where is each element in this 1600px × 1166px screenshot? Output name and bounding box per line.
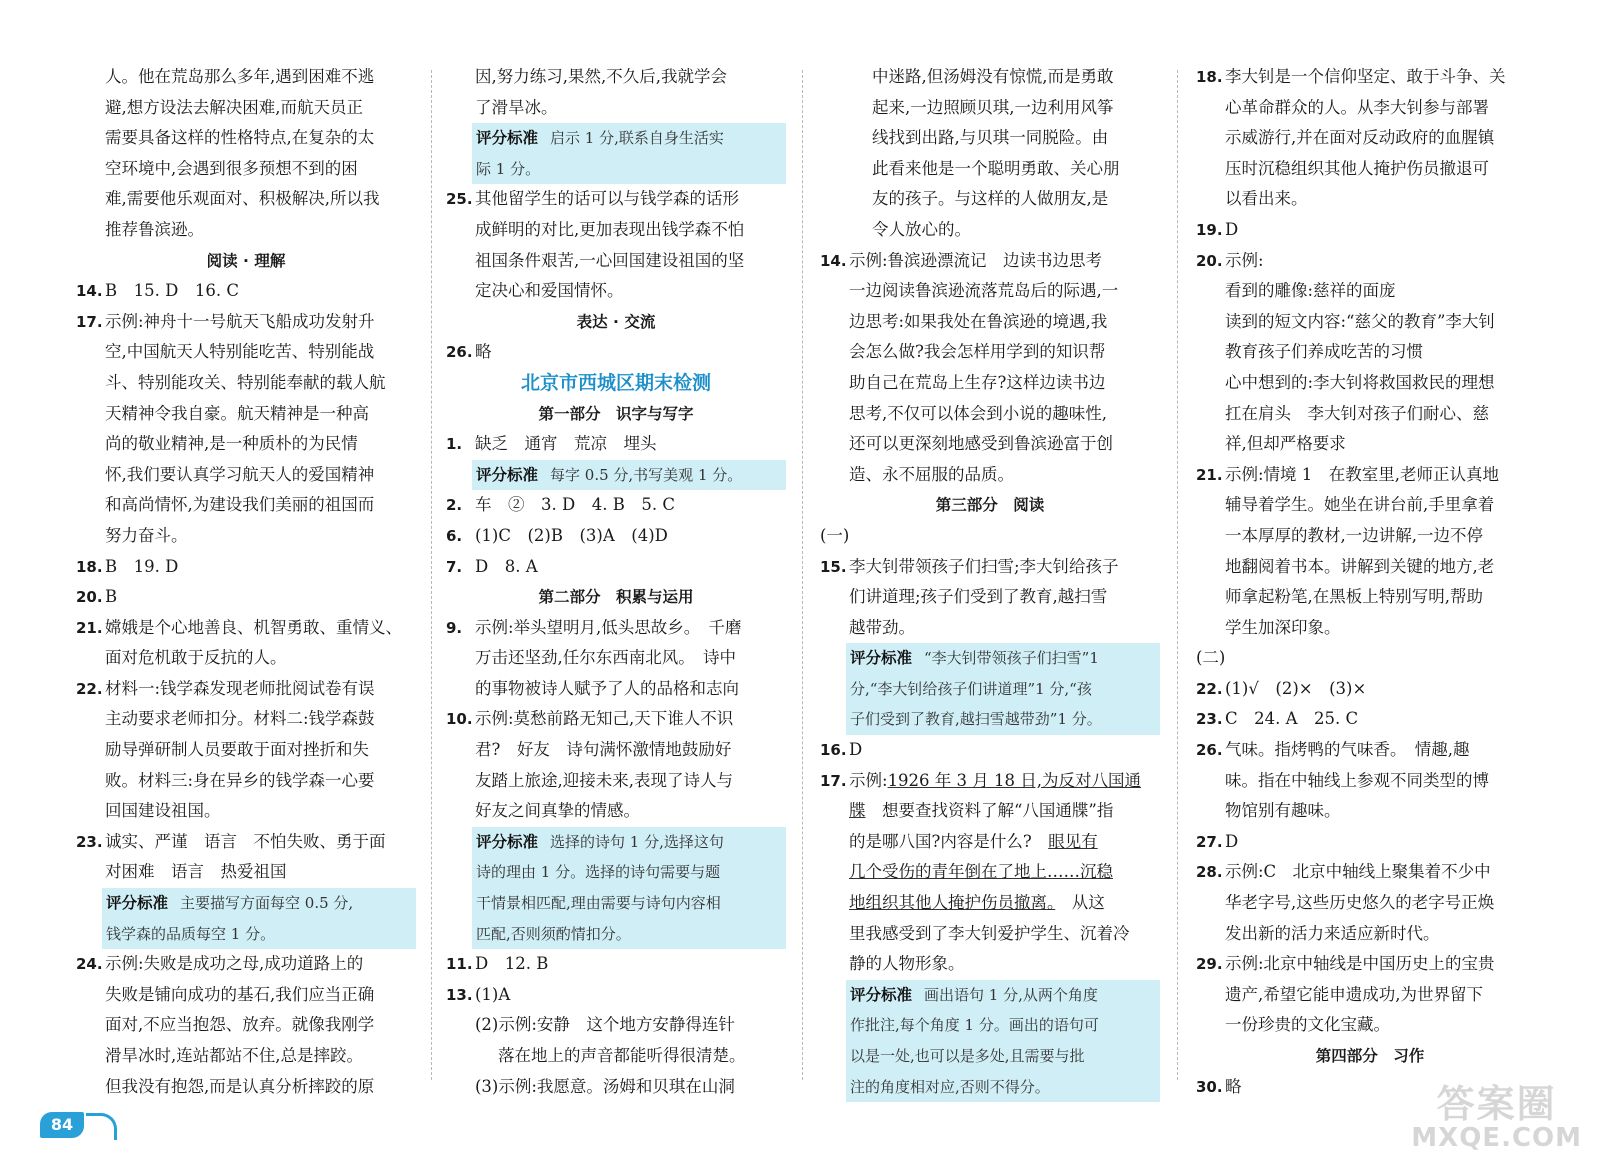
- scoring-label: 评分标准: [476, 832, 539, 851]
- question-number: 28.: [1196, 863, 1223, 882]
- text-line: 难,需要他乐观面对、积极解决,所以我: [105, 189, 380, 209]
- text-line: 和高尚情怀,为建设我们美丽的祖国而: [105, 495, 375, 515]
- answer-line: 20. 示例:: [1196, 246, 1544, 277]
- text-line: 怀,我们要认真学习航天人的爱国精神: [105, 464, 375, 484]
- text-line: 看到的雕像:慈祥的面庞: [1225, 281, 1396, 301]
- answer-line: 2. 车 ② 3. D 4. B 5. C: [446, 490, 786, 521]
- answer-line: 30. 略: [1196, 1072, 1544, 1103]
- text-line: 尚的敬业精神,是一种质朴的为民情: [105, 434, 358, 454]
- text-line: 一边阅读鲁滨逊流落荒岛后的际遇,一: [849, 281, 1119, 301]
- text-line: 好友之间真挚的情感。: [475, 801, 640, 821]
- question-number: 6.: [446, 526, 463, 545]
- question-number: 23.: [76, 832, 103, 851]
- text-line: 天精神令我自豪。航天精神是一种高: [105, 403, 369, 423]
- scoring-criteria: 诗的理由 1 分。选择的诗句需要与题: [472, 857, 786, 888]
- question-number: 14.: [76, 282, 103, 301]
- text-line: 中迷路,但汤姆没有惊慌,而是勇敢: [872, 67, 1114, 86]
- scoring-criteria: 注的角度相对应,否则不得分。: [846, 1072, 1160, 1103]
- scoring-label: 评分标准: [476, 129, 539, 148]
- question-number: 15.: [820, 557, 847, 576]
- text-line: 线找到出路,与贝琪一同脱险。由: [872, 128, 1109, 148]
- text-line: 一本厚厚的教材,一边讲解,一边不停: [1225, 525, 1483, 545]
- question-number: 11.: [446, 955, 473, 974]
- text-line: 友踏上旅途,迎接未来,表现了诗人与: [475, 770, 733, 790]
- text-line: 遗产,希望它能申遗成功,为世界留下: [1225, 984, 1483, 1004]
- answer-line: 11. D 12. B: [446, 949, 786, 980]
- scoring-criteria: 评分标准 选择的诗句 1 分,选择这句: [472, 827, 786, 858]
- text-line: 扛在肩头 李大钊对孩子们耐心、慈: [1225, 403, 1489, 423]
- text-line: 味。指在中轴线上参观不同类型的博: [1225, 770, 1489, 790]
- text-line: 万击还坚劲,任尔东西南北风。 诗中: [475, 648, 736, 668]
- question-number: 16.: [820, 741, 847, 760]
- text-line: 此看来他是一个聪明勇敢、关心朋: [872, 158, 1120, 178]
- question-number: 22.: [76, 679, 103, 698]
- section-heading: 表达 · 交流: [576, 312, 656, 331]
- text-line: 面对,不应当抱怨、放弃。就像我刚学: [105, 1015, 375, 1035]
- answer-line: 1. 缺乏 通宵 荒凉 埋头: [446, 429, 786, 460]
- question-number: 18.: [76, 557, 103, 576]
- text-line: 推荐鲁滨逊。: [105, 219, 204, 239]
- answer-line: 19. D: [1196, 215, 1544, 246]
- column-divider: [431, 70, 432, 1080]
- text-line: 空环境中,会遇到很多预想不到的困: [105, 158, 358, 178]
- text-line: 地翻阅着书本。讲解到关键的地方,老: [1225, 556, 1495, 576]
- answer-line: 6. (1)C (2)B (3)A (4)D: [446, 521, 786, 552]
- answer-line: 16. D: [820, 735, 1160, 766]
- answer-column-1: [76, 62, 416, 1102]
- answer-line: 28. 示例:C 北京中轴线上聚集着不少中: [1196, 857, 1544, 888]
- answer-line: 29. 示例:北京中轴线是中国历史上的宝贵: [1196, 949, 1544, 980]
- answer-line: 21. 示例:情境 1 在教室里,老师正认真地: [1196, 460, 1544, 491]
- text-line: 但我没有抱怨,而是认真分析摔跤的原: [105, 1076, 375, 1096]
- text-line: 一份珍贵的文化宝藏。: [1225, 1015, 1390, 1035]
- watermark-url: MXQE.COM: [1411, 1123, 1582, 1153]
- text-line: 还可以更深刻地感受到鲁滨逊富于创: [849, 434, 1113, 454]
- question-number: 23.: [1196, 710, 1223, 729]
- question-number: 22.: [1196, 679, 1223, 698]
- underlined-text: 地组织其他人掩护伤员撤离。: [849, 893, 1056, 913]
- answer-column-3: [820, 62, 1160, 1102]
- answer-line: 14. 示例:鲁滨逊漂流记 边读书边思考: [820, 246, 1160, 277]
- text-line: 造、永不屈服的品质。: [849, 464, 1014, 484]
- question-number: 24.: [76, 955, 103, 974]
- question-number: 7.: [446, 557, 463, 576]
- text-line: 示威游行,并在面对反动政府的血腥镇: [1225, 128, 1495, 148]
- question-number: 14.: [820, 251, 847, 270]
- question-number: 20.: [1196, 251, 1223, 270]
- text-line: 压时沉稳组织其他人掩护伤员撤退可: [1225, 158, 1489, 178]
- text-line: 落在地上的声音都能听得很清楚。: [498, 1046, 746, 1065]
- text-line: 越带劲。: [849, 617, 915, 637]
- text-line: 静的人物形象。: [849, 954, 965, 974]
- question-number: 18.: [1196, 68, 1223, 86]
- text-line: 师拿起粉笔,在黑板上特别写明,帮助: [1225, 587, 1483, 607]
- answer-line: 10. 示例:莫愁前路无知己,天下谁人不识: [446, 704, 786, 735]
- section-heading: 阅读 · 理解: [206, 251, 286, 270]
- text-line: 滑旱冰时,连站都站不住,总是摔跤。: [105, 1046, 363, 1065]
- text-line: 令人放心的。: [872, 219, 971, 239]
- answer-line: 24. 示例:失败是成功之母,成功道路上的: [76, 949, 416, 980]
- text-line: 辅导着学生。她坐在讲台前,手里拿着: [1225, 495, 1495, 515]
- text-line: 失败是铺向成功的基石,我们应当正确: [105, 984, 375, 1004]
- text-line: 起来,一边照顾贝琪,一边利用风筝: [872, 97, 1114, 117]
- text-line: 成鲜明的对比,更加表现出钱学森不怕: [475, 219, 745, 239]
- answer-line: 18. 李大钊是一个信仰坚定、敢于斗争、关: [1196, 62, 1544, 93]
- question-number: 26.: [446, 343, 473, 362]
- text-line: 祥,但却严格要求: [1225, 434, 1346, 454]
- answer-line: 20. B: [76, 582, 416, 613]
- page-wave-icon: [86, 1113, 117, 1140]
- scoring-criteria: 作批注,每个角度 1 分。画出的语句可: [846, 1010, 1160, 1041]
- answer-line: 7. D 8. A: [446, 552, 786, 583]
- question-number: 1.: [446, 435, 463, 454]
- question-number: 30.: [1196, 1077, 1223, 1096]
- underlined-text: 眼见有: [1048, 831, 1098, 851]
- watermark-logo: 答案圈: [1436, 1082, 1557, 1126]
- text-line: 地组织其他人掩护伤员撤离。 从这: [849, 893, 1105, 913]
- answer-line: 17. 示例:1926 年 3 月 18 日,为反对八国通: [820, 766, 1160, 797]
- question-number: 9.: [446, 618, 463, 637]
- text-line: 物馆别有趣味。: [1225, 801, 1341, 821]
- answer-line: 22. 材料一:钱学森发现老师批阅试卷有误: [76, 674, 416, 705]
- text-line: 避,想方设法去解决困难,而航天员正: [105, 97, 363, 117]
- column-divider: [802, 70, 803, 1080]
- scoring-criteria: 干情景相匹配,理由需要与诗句内容相: [472, 888, 786, 919]
- text-line: 回国建设祖国。: [105, 801, 221, 821]
- subsection-label: (二): [1196, 648, 1226, 668]
- text-line: 努力奋斗。: [105, 525, 188, 545]
- answer-line: 21. 嫦娥是个心地善良、机智勇敢、重情义、: [76, 613, 416, 644]
- answer-line: 26. 气味。指烤鸭的气味香。 情趣,趣: [1196, 735, 1544, 766]
- underlined-text: 牒: [849, 801, 866, 821]
- answer-column-2: [446, 62, 786, 1102]
- exam-title: 北京市西城区期末检测: [520, 371, 711, 394]
- text-line: 人。他在荒岛那么多年,遇到困难不逃: [105, 67, 375, 86]
- text-line: 的是哪八国?内容是什么? 眼见有: [849, 831, 1098, 851]
- question-number: 17.: [820, 771, 847, 790]
- text-line: 面对危机敢于反抗的人。: [105, 648, 287, 668]
- text-line: 的事物被诗人赋予了人的品格和志向: [475, 678, 739, 698]
- text-line: 友的孩子。与这样的人做朋友,是: [872, 189, 1109, 209]
- scoring-criteria: 评分标准 每字 0.5 分,书写美观 1 分。: [472, 460, 786, 491]
- text-line: 定决心和爱国情怀。: [475, 281, 624, 301]
- answer-line: 17. 示例:神舟十一号航天飞船成功发射升: [76, 307, 416, 338]
- question-number: 27.: [1196, 832, 1223, 851]
- text-line: (3)示例:我愿意。汤姆和贝琪在山洞: [475, 1076, 735, 1096]
- scoring-criteria: 评分标准 启示 1 分,联系自身生活实: [472, 123, 786, 154]
- text-line: 发出新的活力来适应新时代。: [1225, 923, 1440, 943]
- question-number: 26.: [1196, 741, 1223, 760]
- text-line: 教育孩子们养成吃苦的习惯: [1225, 342, 1423, 362]
- scoring-label: 评分标准: [850, 985, 913, 1004]
- text-line: 助自己在荒岛上生存?这样边读书边: [849, 372, 1106, 392]
- text-line: 君? 好友 诗句满怀激情地鼓励好: [475, 740, 732, 760]
- scoring-label: 评分标准: [106, 894, 169, 913]
- underlined-text: 1926 年 3 月 18 日,为反对八国通: [887, 770, 1142, 790]
- text-line: 主动要求老师扣分。材料二:钱学森鼓: [105, 709, 375, 729]
- text-line: 牒 想要查找资料了解“八国通牒”指: [849, 801, 1114, 821]
- question-number: 21.: [76, 618, 103, 637]
- question-number: 21.: [1196, 465, 1223, 484]
- part-heading: 第二部分 积累与运用: [538, 588, 694, 607]
- question-number: 17.: [76, 312, 103, 331]
- question-number: 29.: [1196, 955, 1223, 974]
- part-heading: 第一部分 识字与写字: [538, 404, 694, 423]
- text-line: 败。材料三:身在异乡的钱学森一心要: [105, 770, 375, 790]
- text-line: 里我感受到了李大钊爱护学生、沉着冷: [849, 923, 1130, 943]
- question-number: 25.: [446, 190, 473, 209]
- scoring-criteria: 评分标准 主要描写方面每空 0.5 分,: [102, 888, 416, 919]
- text-line: 了滑旱冰。: [475, 97, 558, 117]
- answer-line: 27. D: [1196, 827, 1544, 858]
- text-line: 以看出来。: [1225, 189, 1308, 209]
- answer-line: 23. 诚实、严谨 语言 不怕失败、勇于面: [76, 827, 416, 858]
- answer-line: 15. 李大钊带领孩子们扫雪;李大钊给孩子: [820, 552, 1160, 583]
- text-line: 心革命群众的人。从李大钊参与部署: [1225, 97, 1489, 117]
- page-number: 84: [40, 1112, 84, 1138]
- answer-line: 22. (1)√ (2)× (3)×: [1196, 674, 1544, 705]
- underlined-text: 几个受伤的青年倒在了地上……沉稳: [849, 862, 1113, 882]
- answer-line: 13. (1)A: [446, 980, 786, 1011]
- scoring-label: 评分标准: [850, 649, 913, 668]
- scoring-criteria: 以是一处,也可以是多处,且需要与批: [846, 1041, 1160, 1072]
- scoring-criteria: 匹配,否则须酌情扣分。: [472, 919, 786, 950]
- scoring-criteria: 评分标准 画出语句 1 分,从两个角度: [846, 980, 1160, 1011]
- scoring-criteria: 子们受到了教育,越扫雪越带劲”1 分。: [846, 704, 1160, 735]
- subsection-label: (一): [820, 525, 850, 545]
- answer-line: 26. 略: [446, 337, 786, 368]
- scoring-criteria: 钱学森的品质每空 1 分。: [102, 919, 416, 950]
- question-number: 2.: [446, 496, 463, 515]
- scoring-criteria: 际 1 分。: [472, 154, 786, 185]
- answer-line: 14. B 15. D 16. C: [76, 276, 416, 307]
- text-line: 会怎么做?我会怎样用学到的知识帮: [849, 342, 1106, 362]
- text-line: 学生加深印象。: [1225, 617, 1341, 637]
- text-line: 思考,不仅可以体会到小说的趣味性,: [849, 403, 1107, 423]
- watermark: [1411, 1084, 1582, 1152]
- question-number: 10.: [446, 710, 473, 729]
- text-line: 边思考:如果我处在鲁滨逊的境遇,我: [849, 311, 1108, 331]
- question-number: 19.: [1196, 220, 1223, 239]
- answer-line: 25. 其他留学生的话可以与钱学森的话形: [446, 184, 786, 215]
- answer-column-4: [1196, 62, 1544, 1102]
- text-line: 华老字号,这些历史悠久的老字号正焕: [1225, 893, 1495, 913]
- text-line: 对困难 语言 热爱祖国: [105, 862, 287, 882]
- part-heading: 第三部分 阅读: [935, 496, 1045, 515]
- column-divider: [1177, 70, 1178, 1080]
- scoring-criteria: 分,“李大钊给孩子们讲道理”1 分,“孩: [846, 674, 1160, 705]
- text-line: 需要具备这样的性格特点,在复杂的太: [105, 128, 375, 148]
- question-number: 20.: [76, 588, 103, 607]
- scoring-criteria: 评分标准 “李大钊带领孩子们扫雪”1: [846, 643, 1160, 674]
- text-line: 励导弹研制人员要敢于面对挫折和失: [105, 740, 369, 760]
- text-line: 斗、特别能攻关、特别能奉献的载人航: [105, 372, 386, 392]
- answer-line: 23. C 24. A 25. C: [1196, 704, 1544, 735]
- text-line: 因,努力练习,果然,不久后,我就学会: [475, 67, 727, 86]
- answer-line: 18. B 19. D: [76, 552, 416, 583]
- text-line: 空,中国航天人特别能吃苦、特别能战: [105, 342, 375, 362]
- text-line: (2)示例:安静 这个地方安静得连针: [475, 1015, 735, 1035]
- question-number: 13.: [446, 985, 473, 1004]
- text-line: 心中想到的:李大钊将救国救民的理想: [1225, 372, 1495, 392]
- text-line: 们讲道理;孩子们受到了教育,越扫雪: [849, 587, 1108, 607]
- scoring-label: 评分标准: [476, 465, 539, 484]
- text-line: 读到的短文内容:“慈父的教育”李大钊: [1225, 311, 1495, 331]
- part-heading: 第四部分 习作: [1315, 1047, 1425, 1065]
- answer-line: 9. 示例:举头望明月,低头思故乡。 千磨: [446, 613, 786, 644]
- text-line: 祖国条件艰苦,一心回国建设祖国的坚: [475, 250, 745, 270]
- text-line: [820, 857, 1160, 888]
